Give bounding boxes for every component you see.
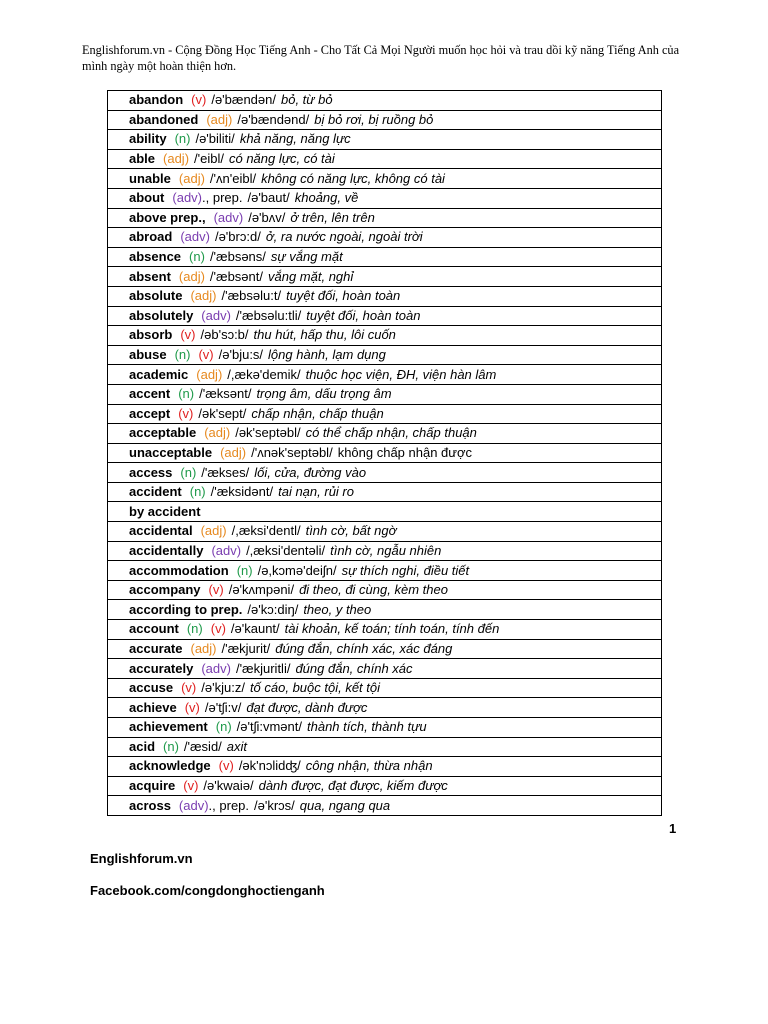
vocab-part-of-speech: (v): [198, 347, 214, 363]
vocab-pronunciation: /ə'bændənd/: [237, 111, 310, 127]
vocab-meaning: thuộc học viện, ĐH, viện hàn lâm: [305, 366, 497, 382]
vocab-part-of-speech: (adv): [201, 660, 231, 676]
vocab-cell: [108, 208, 662, 228]
vocabulary-table-body: [108, 91, 662, 816]
vocab-pronunciation: /ə'bʌv/: [248, 209, 286, 225]
vocab-cell: [108, 286, 662, 306]
vocab-meaning: tình cờ, ngẫu nhiên: [330, 542, 442, 558]
vocab-part-of-speech: (adv): [211, 542, 242, 558]
vocab-cell: [108, 267, 662, 287]
vocab-part-of-speech: (v): [183, 778, 199, 794]
vocab-pronunciation: /ək'sept/: [198, 405, 247, 421]
vocab-cell: [108, 345, 662, 365]
vocab-pronunciation: /ək'septəbl/: [235, 425, 301, 441]
vocab-row: [108, 757, 662, 777]
vocab-word: accurate: [129, 640, 183, 656]
vocab-part-of-speech: (n): [236, 562, 253, 578]
vocab-row: [108, 384, 662, 404]
vocab-pronunciation: /ə'kaunt/: [230, 621, 280, 637]
vocab-pronunciation: /əb'sɔ:b/: [200, 327, 249, 343]
vocab-cell: [108, 678, 662, 698]
vocab-part-of-speech: (v): [184, 699, 200, 715]
vocab-row: [108, 600, 662, 620]
vocab-row: [108, 561, 662, 581]
vocab-cell: [108, 639, 662, 659]
vocab-row: [108, 267, 662, 287]
vocab-meaning: tình cờ, bất ngờ: [305, 523, 397, 539]
vocab-word: achievement: [129, 719, 208, 735]
vocab-meaning: thu hút, hấp thu, lôi cuốn: [253, 327, 396, 343]
vocab-cell: [108, 228, 662, 248]
vocab-pronunciation: /'ʌnək'septəbl/: [251, 444, 333, 460]
vocab-word: academic: [129, 366, 189, 382]
vocab-pronunciation: /'æsid/: [183, 738, 222, 754]
vocab-cell: [108, 326, 662, 346]
vocab-word: unable: [129, 170, 171, 186]
vocab-word: acid: [129, 738, 156, 754]
vocab-meaning: tài khoản, kế toán; tính toán, tính đến: [284, 621, 500, 637]
vocab-row: [108, 482, 662, 502]
vocab-pronunciation: /ə'kwaiə/: [203, 778, 254, 794]
vocab-word: accident: [129, 484, 182, 500]
vocab-word: accurately: [129, 660, 194, 676]
vocab-row: [108, 620, 662, 640]
vocab-word: accidental: [129, 523, 193, 539]
vocab-part-of-speech: (v): [191, 92, 207, 108]
vocab-row: [108, 247, 662, 267]
vocab-word: ability: [129, 131, 167, 147]
vocab-meaning: đúng đắn, chính xác: [295, 660, 413, 676]
vocab-part-of-speech: (n): [189, 484, 206, 500]
vocab-pronunciation: /'ækjuritli/: [235, 660, 291, 676]
vocab-word: accept: [129, 405, 171, 421]
vocab-row: [108, 678, 662, 698]
vocab-pronunciation: /ə'bændən/: [211, 92, 276, 108]
vocab-meaning: không chấp nhận được: [337, 444, 473, 460]
vocab-word: abandoned: [129, 111, 199, 127]
vocab-word: about: [129, 190, 165, 206]
vocab-cell: [108, 424, 662, 444]
vocab-meaning: qua, ngang qua: [299, 797, 391, 813]
vocab-pronunciation: /ə'tʃi:v/: [204, 699, 242, 715]
vocab-pronunciation: /'æbsəns/: [209, 249, 266, 265]
vocab-part-of-speech: (v): [181, 680, 197, 696]
vocab-word: abandon: [129, 92, 184, 108]
vocab-row: [108, 522, 662, 542]
vocab-part-of-speech: (adj): [196, 366, 223, 382]
vocab-meaning: bị bỏ rơi, bị ruồng bỏ: [314, 111, 434, 127]
vocab-word: able: [129, 151, 156, 167]
vocab-part-of-speech: (n): [174, 347, 191, 363]
vocab-cell: [108, 110, 662, 130]
vocab-word: above prep.,: [129, 209, 206, 225]
vocab-pronunciation: /ə'baut/: [247, 190, 290, 206]
vocab-pronunciation: /ə'bju:s/: [218, 347, 264, 363]
vocab-cell: [108, 91, 662, 111]
vocab-part-of-speech: (n): [186, 621, 203, 637]
vocab-meaning: thành tích, thành tựu: [307, 719, 427, 735]
vocab-cell: [108, 149, 662, 169]
vocab-row: [108, 698, 662, 718]
vocab-cell: [108, 659, 662, 679]
vocab-cell: [108, 580, 662, 600]
vocab-pronunciation: /,æksi'dentl/: [231, 523, 301, 539]
vocab-word: abuse: [129, 347, 167, 363]
vocab-word: by accident: [129, 503, 201, 519]
vocab-row: [108, 326, 662, 346]
page-header: Englishforum.vn - Cộng Đồng Học Tiếng Anh - Cho Tất Cả Mọi Người muốn học hỏi và trau dồi kỹ năng Tiếng Anh của mình ngày một hoàn thiện hơn.: [82, 43, 680, 73]
vocab-row: [108, 776, 662, 796]
vocab-part-of-speech: (n): [215, 719, 232, 735]
vocab-pronunciation: /,ækə'demik/: [227, 366, 301, 382]
vocab-meaning: đi theo, đi cùng, kèm theo: [299, 582, 448, 598]
vocab-row: [108, 365, 662, 385]
vocab-meaning: lộng hành, lạm dụng: [268, 347, 386, 363]
vocab-part-of-speech: ., prep.: [208, 797, 250, 813]
vocab-meaning: tố cáo, buộc tội, kết tội: [249, 680, 381, 696]
vocab-cell: [108, 482, 662, 502]
vocab-pronunciation: /ə'kʌmpəni/: [228, 582, 295, 598]
vocab-part-of-speech: (v): [208, 582, 224, 598]
vocab-row: [108, 130, 662, 150]
footer-facebook-link[interactable]: Facebook.com/congdonghoctienganh: [90, 883, 325, 898]
vocab-word: accuse: [129, 680, 174, 696]
vocab-meaning: ở trên, lên trên: [290, 209, 375, 225]
vocab-meaning: bỏ, từ bỏ: [281, 92, 333, 108]
vocab-row: [108, 306, 662, 326]
vocab-part-of-speech: (adj): [190, 640, 217, 656]
vocab-row: [108, 404, 662, 424]
vocab-meaning: tai nạn, rủi ro: [278, 484, 354, 500]
vocab-part-of-speech: (n): [180, 464, 197, 480]
vocab-part-of-speech: (adj): [178, 170, 205, 186]
vocab-meaning: có năng lực, có tài: [228, 151, 335, 167]
vocab-pronunciation: /ə'krɔs/: [254, 797, 295, 813]
vocab-meaning: dành được, đạt được, kiếm được: [258, 778, 448, 794]
vocab-part-of-speech: (n): [189, 249, 205, 265]
vocab-pronunciation: /'æbsəlu:tli/: [235, 307, 302, 323]
vocab-part-of-speech: (adv): [213, 209, 244, 225]
vocab-row: [108, 91, 662, 111]
vocab-row: [108, 796, 662, 816]
vocab-pronunciation: /ə'tʃi:vmənt/: [236, 719, 302, 735]
vocab-cell: [108, 620, 662, 640]
vocab-pronunciation: /'æksənt/: [199, 386, 252, 402]
vocab-word: across: [129, 797, 171, 813]
vocab-pronunciation: /'æbsənt/: [209, 268, 263, 284]
vocab-part-of-speech: (v): [210, 621, 226, 637]
vocab-cell: [108, 247, 662, 267]
vocab-word: abroad: [129, 229, 173, 245]
vocab-meaning: vắng mặt, nghỉ: [268, 268, 354, 284]
vocab-cell: [108, 169, 662, 189]
vocab-part-of-speech: (v): [178, 405, 194, 421]
vocab-pronunciation: /ə'brɔ:d/: [214, 229, 261, 245]
vocab-meaning: có thể chấp nhận, chấp thuận: [305, 425, 477, 441]
vocab-pronunciation: /ək'nɔlidʤ/: [238, 758, 301, 774]
vocab-cell: [108, 130, 662, 150]
vocab-row: [108, 443, 662, 463]
vocab-meaning: trọng âm, dấu trọng âm: [256, 386, 392, 402]
vocab-word: according to prep.: [129, 601, 243, 617]
vocab-word: unacceptable: [129, 444, 213, 460]
vocab-row: [108, 639, 662, 659]
vocab-pronunciation: /ə'biliti/: [195, 131, 235, 147]
vocab-part-of-speech: (v): [180, 327, 196, 343]
vocab-row: [108, 580, 662, 600]
vocab-pronunciation: /'ʌn'eibl/: [209, 170, 257, 186]
vocab-row: [108, 345, 662, 365]
footer-site-name: Englishforum.vn: [90, 851, 193, 866]
vocab-meaning: khoảng, về: [294, 190, 359, 206]
vocab-part-of-speech: (n): [163, 738, 179, 754]
vocab-part-of-speech: (adv): [180, 229, 210, 245]
vocab-word: absorb: [129, 327, 173, 343]
vocab-cell: [108, 522, 662, 542]
vocab-meaning: chấp nhận, chấp thuận: [251, 405, 384, 421]
vocab-meaning: đúng đắn, chính xác, xác đáng: [275, 640, 453, 656]
vocab-word: acceptable: [129, 425, 197, 441]
vocab-word: accent: [129, 386, 171, 402]
vocab-word: access: [129, 464, 173, 480]
vocab-meaning: tuyệt đối, hoàn toàn: [286, 288, 401, 304]
vocab-row: [108, 149, 662, 169]
vocab-word: accompany: [129, 582, 201, 598]
vocab-part-of-speech: (adj): [200, 523, 227, 539]
vocab-word: absolute: [129, 288, 183, 304]
vocab-cell: [108, 561, 662, 581]
vocab-meaning: sự vắng mặt: [270, 249, 343, 265]
vocab-row: [108, 188, 662, 208]
vocab-pronunciation: /'ækses/: [201, 464, 250, 480]
vocab-part-of-speech: (adj): [220, 444, 247, 460]
vocab-pronunciation: /ə,kɔmə'deiʃn/: [257, 562, 337, 578]
vocab-row: [108, 737, 662, 757]
vocab-cell: [108, 776, 662, 796]
vocab-cell: [108, 737, 662, 757]
vocab-cell: [108, 306, 662, 326]
vocab-pronunciation: /,æksi'dentəli/: [246, 542, 326, 558]
vocab-word: absence: [129, 249, 182, 265]
vocab-word: achieve: [129, 699, 177, 715]
vocab-word: absent: [129, 268, 171, 284]
vocab-pronunciation: /'eibl/: [194, 151, 224, 167]
vocab-word: accommodation: [129, 562, 229, 578]
vocab-meaning: công nhận, thừa nhận: [305, 758, 433, 774]
vocab-row: [108, 286, 662, 306]
vocab-cell: [108, 718, 662, 738]
vocabulary-table: [107, 90, 662, 816]
vocab-meaning: đạt được, dành được: [246, 699, 368, 715]
vocab-part-of-speech: (adv): [201, 307, 231, 323]
vocab-part-of-speech: ., prep.: [202, 190, 243, 206]
vocab-cell: [108, 698, 662, 718]
vocab-part-of-speech: (adj): [190, 288, 217, 304]
vocab-part-of-speech: (adj): [178, 268, 205, 284]
vocab-cell: [108, 188, 662, 208]
vocab-meaning: không có năng lực, không có tài: [261, 170, 445, 186]
vocab-meaning: lối, cửa, đường vào: [254, 464, 367, 480]
vocab-row: [108, 659, 662, 679]
page-number: 1: [669, 821, 677, 836]
vocab-row: [108, 424, 662, 444]
vocab-part-of-speech: (adj): [204, 425, 231, 441]
vocab-row: [108, 110, 662, 130]
vocab-cell: [108, 600, 662, 620]
vocab-cell: [108, 443, 662, 463]
vocab-meaning: tuyệt đối, hoàn toàn: [306, 307, 421, 323]
vocab-row: [108, 502, 662, 522]
vocab-pronunciation: /'ækjurit/: [221, 640, 271, 656]
vocab-row: [108, 228, 662, 248]
vocab-cell: [108, 463, 662, 483]
vocab-part-of-speech: (v): [218, 758, 234, 774]
vocab-cell: [108, 502, 662, 522]
vocab-row: [108, 208, 662, 228]
vocab-meaning: ở, ra nước ngoài, ngoài trời: [265, 229, 423, 245]
vocab-word: account: [129, 621, 179, 637]
vocab-part-of-speech: (adj): [163, 151, 190, 167]
vocab-cell: [108, 404, 662, 424]
vocab-part-of-speech: (n): [174, 131, 191, 147]
vocab-word: absolutely: [129, 307, 194, 323]
vocab-part-of-speech: (adv): [178, 797, 209, 813]
vocab-part-of-speech: (adj): [206, 111, 233, 127]
vocab-word: acquire: [129, 778, 176, 794]
vocab-cell: [108, 365, 662, 385]
vocab-cell: [108, 796, 662, 816]
vocab-row: [108, 541, 662, 561]
vocab-cell: [108, 541, 662, 561]
vocab-meaning: khả năng, năng lực: [239, 131, 351, 147]
vocab-row: [108, 463, 662, 483]
vocab-pronunciation: /ə'kɔ:diŋ/: [247, 601, 299, 617]
vocab-pronunciation: /'æbsəlu:t/: [221, 288, 282, 304]
vocab-meaning: axit: [226, 738, 248, 754]
vocab-cell: [108, 757, 662, 777]
vocab-part-of-speech: (adv): [172, 190, 203, 206]
vocab-part-of-speech: (n): [178, 386, 195, 402]
vocab-pronunciation: /'æksidənt/: [210, 484, 274, 500]
vocab-pronunciation: /ə'kju:z/: [201, 680, 245, 696]
vocab-row: [108, 718, 662, 738]
vocab-row: [108, 169, 662, 189]
vocab-cell: [108, 384, 662, 404]
vocab-meaning: sự thích nghi, điều tiết: [341, 562, 470, 578]
vocab-meaning: theo, y theo: [303, 601, 372, 617]
vocab-word: accidentally: [129, 542, 204, 558]
vocab-word: acknowledge: [129, 758, 211, 774]
